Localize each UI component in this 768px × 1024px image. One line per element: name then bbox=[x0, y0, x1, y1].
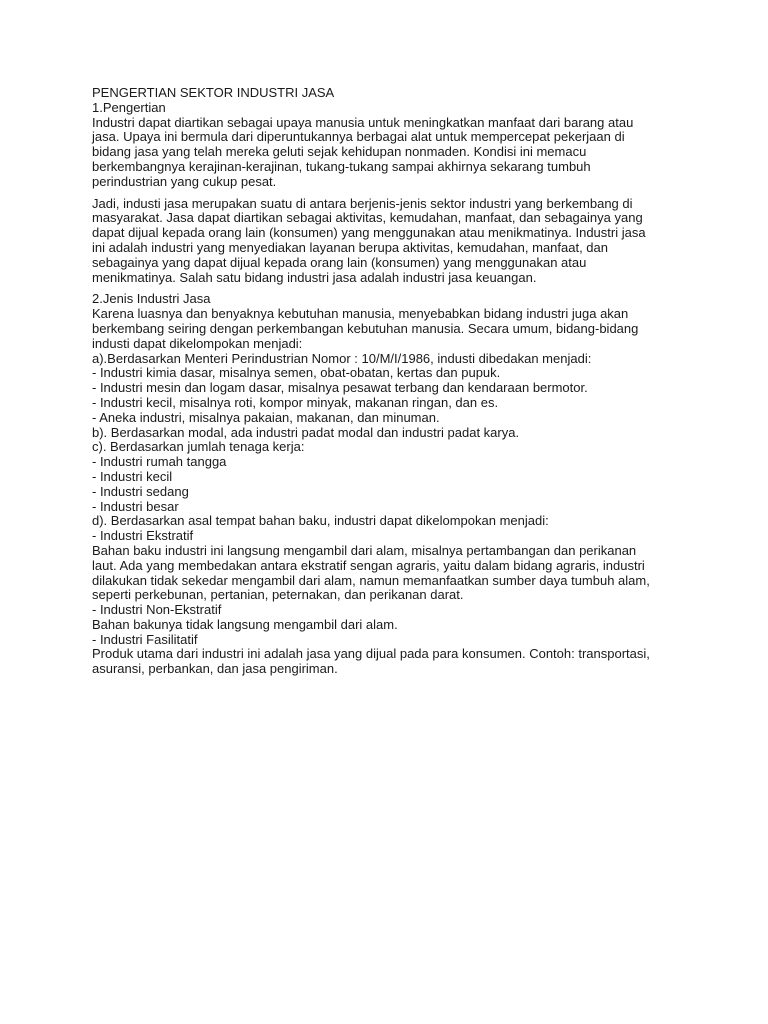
text-line: Karena luasnya dan benyaknya kebutuhan manusia, menyebabkan bidang industri juga akan bbox=[92, 306, 629, 322]
text-line: - Industri mesin dan logam dasar, misalnya pesawat terbang dan kendaraan bermotor. bbox=[92, 380, 588, 396]
paragraph-block bbox=[92, 292, 712, 677]
text-line: Industri dapat diartikan sebagai upaya manusia untuk meningkatkan manfaat dari barang atau bbox=[92, 114, 634, 130]
text-line: menikmatinya. Salah satu bidang industri jasa adalah industri jasa keuangan. bbox=[92, 269, 537, 285]
text-line: dapat dijual kepada orang lain (konsumen) yang menggunakan atau menikmatinya. Industri jasa bbox=[92, 225, 646, 241]
text-line: - Industri kecil, misalnya roti, kompor minyak, makanan ringan, dan es. bbox=[92, 394, 499, 410]
text-line: jasa. Upaya ini bermula dari diperuntukannya berbagai alat untuk mempercepat pekerjaan di bbox=[92, 129, 625, 145]
paragraph-block bbox=[92, 86, 712, 190]
text-line: dilakukan tidak sekedar mengambil dari alam, namun memanfaatkan sumber daya tumbuh alam, bbox=[92, 572, 650, 588]
text-line: seperti perkebunan, pertanian, peternakan, dan perikanan darat. bbox=[92, 587, 464, 603]
text-line: laut. Ada yang membedakan antara ekstratif sengan agraris, yaitu dalam bidang agraris, industri bbox=[92, 557, 645, 573]
text-line: - Industri sedang bbox=[92, 483, 189, 499]
text-line: Bahan baku industri ini langsung mengambil dari alam, misalnya pertambangan dan perikanan bbox=[92, 542, 637, 558]
text-line: - Aneka industri, misalnya pakaian, makanan, dan minuman. bbox=[92, 409, 440, 425]
text-line: berkembang seiring dengan perkembangan kebutuhan manusia. Secara umum, bidang-bidang bbox=[92, 320, 639, 336]
text-line: PENGERTIAN SEKTOR INDUSTRI JASA bbox=[92, 85, 335, 100]
text-line: - Industri Non-Ekstratif bbox=[92, 602, 222, 618]
text-line: - Industri besar bbox=[92, 498, 179, 514]
text-line: asuransi, perbankan, dan jasa pengiriman. bbox=[92, 661, 338, 677]
text-line: bidang jasa yang telah mereka geluti sejak kehidupan nonmaden. Kondisi ini memacu bbox=[92, 144, 587, 160]
text-line: b). Berdasarkan modal, ada industri padat modal dan industri padat karya. bbox=[92, 424, 520, 440]
text-line: - Industri rumah tangga bbox=[92, 454, 227, 470]
text-line: d). Berdasarkan asal tempat bahan baku, industri dapat dikelompokan menjadi: bbox=[92, 513, 549, 529]
paragraph-block bbox=[92, 197, 712, 286]
text-line: Jadi, industi jasa merupakan suatu di antara berjenis-jenis sektor industri yang berkembang di bbox=[92, 195, 633, 211]
text-line: Produk utama dari industri ini adalah jasa yang dijual pada para konsumen. Contoh: transportasi, bbox=[92, 646, 650, 662]
text-line: 2.Jenis Industri Jasa bbox=[92, 291, 211, 307]
text-line: - Industri Ekstratif bbox=[92, 528, 194, 544]
text-line: perindustrian yang cukup pesat. bbox=[92, 173, 277, 189]
text-line: c). Berdasarkan jumlah tenaga kerja: bbox=[92, 439, 305, 455]
text-line: berkembangnya kerajinan-kerajinan, tukang-tukang sampai akhirnya sekarang tumbuh bbox=[92, 158, 591, 174]
text-line: masyarakat. Jasa dapat diartikan sebagai aktivitas, kemudahan, manfaat, dan sebagainya yang bbox=[92, 210, 643, 226]
document-page bbox=[92, 86, 712, 684]
text-line: Bahan bakunya tidak langsung mengambil dari alam. bbox=[92, 616, 398, 632]
text-line: - Industri kecil bbox=[92, 468, 173, 484]
text-line: ini adalah industri yang menyediakan layanan berupa aktivitas, kemudahan, manfaat, dan bbox=[92, 239, 609, 255]
text-line: a).Berdasarkan Menteri Perindustrian Nomor : 10/M/I/1986, industi dibedakan menjadi: bbox=[92, 350, 592, 366]
text-line: industi dapat dikelompokan menjadi: bbox=[92, 335, 303, 351]
text-line: - Industri kimia dasar, misalnya semen, obat-obatan, kertas dan pupuk. bbox=[92, 365, 501, 381]
text-line: 1.Pengertian bbox=[92, 99, 166, 115]
text-line: - Industri Fasilitatif bbox=[92, 631, 198, 647]
text-line: sebagainya yang dapat dijual kepada orang lain (konsumen) yang menggunakan atau bbox=[92, 254, 587, 270]
